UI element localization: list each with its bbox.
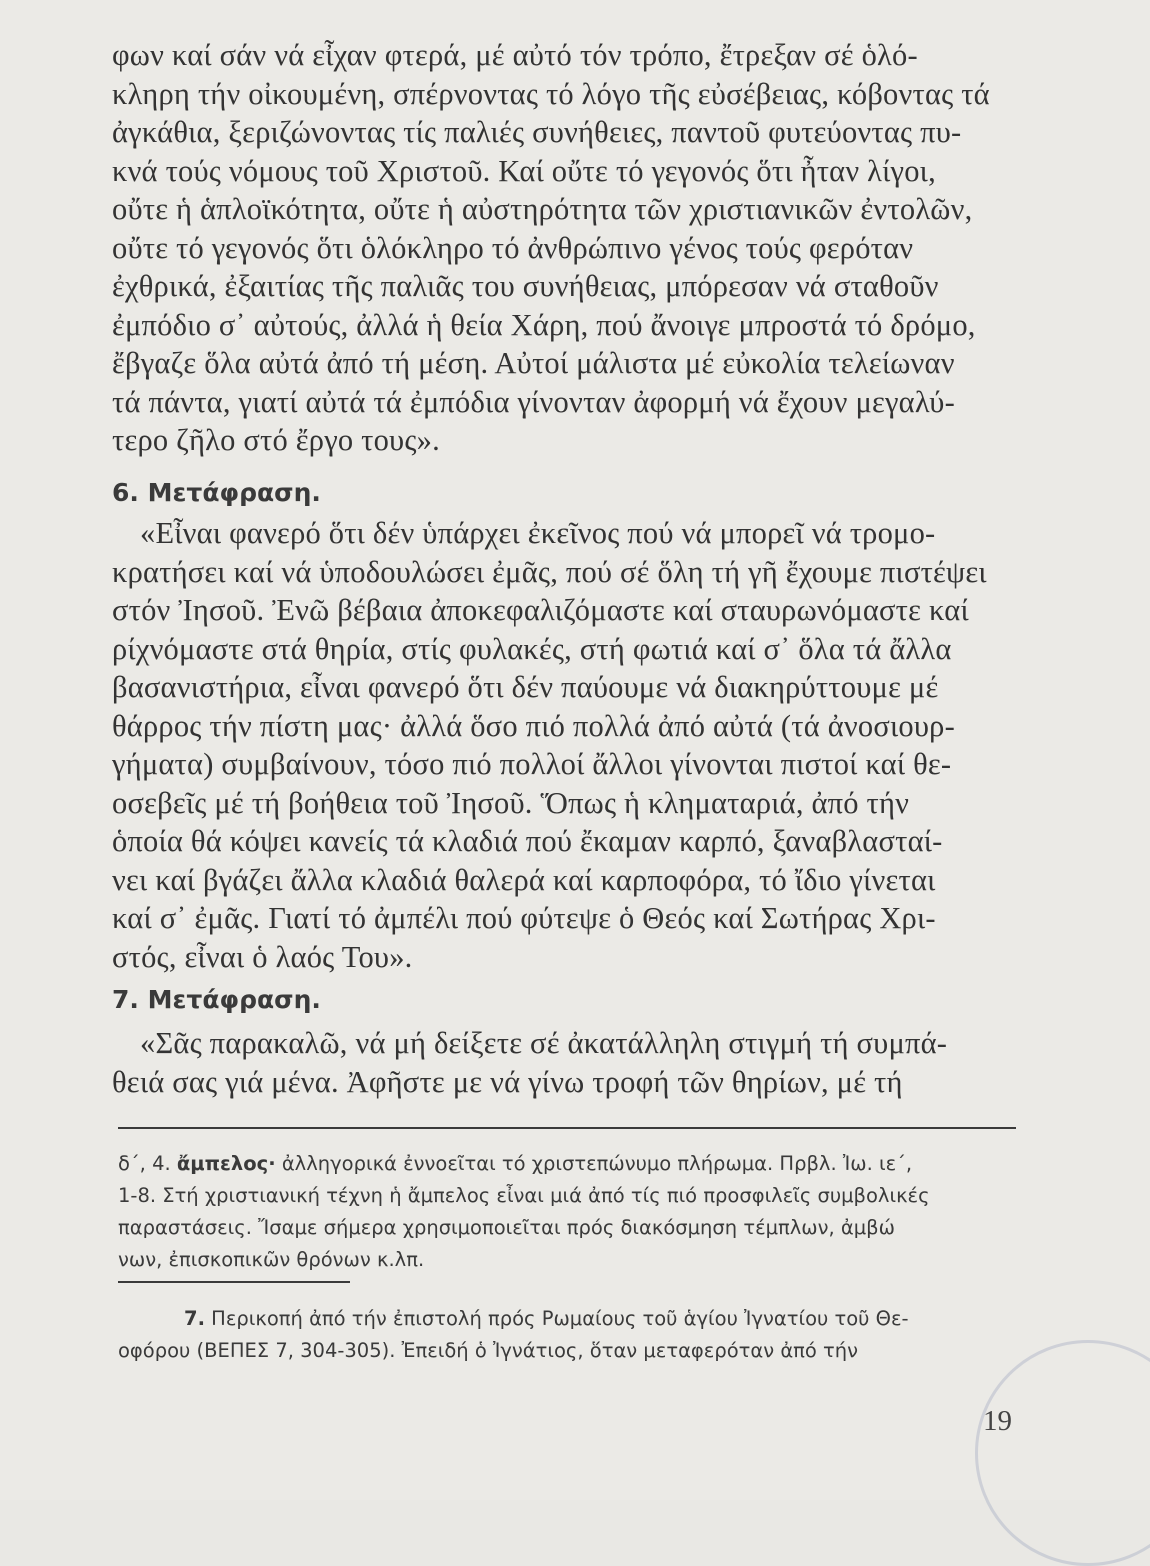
text-line: οσεβεῖς μέ τή βοήθεια τοῦ Ἰησοῦ. Ὅπως ἡ κληματαριά, ἀπό τήν <box>112 785 910 820</box>
footnote-ref: δ΄, 4. <box>118 1152 171 1175</box>
library-stamp <box>975 1340 1150 1566</box>
text-line: γήματα) συμβαίνουν, τόσο πιό πολλοί ἄλλοι γίνονται πιστοί καί θε- <box>112 747 952 781</box>
section-7-text <box>140 1024 1017 1063</box>
footnote-line: οφόρου (ΒΕΠΕΣ 7, 304-305). Ἐπειδή ὁ Ἰγνάτιος, ὅταν μεταφερόταν ἀπό τήν <box>118 1339 859 1362</box>
section-6-heading: 6. Μετάφραση. <box>112 478 321 507</box>
footnote-line: 1-8. Στή χριστιανική τέχνη ἡ ἄμπελος εἶναι μιά ἀπό τίς πιό προσφιλεῖς συμβολικές <box>118 1184 930 1207</box>
page-number: 19 <box>983 1405 1012 1437</box>
section-7-text-cont <box>112 1063 1017 1102</box>
text-line: κληρη τήν οἰκουμένη, σπέρνοντας τό λόγο τῆς εὐσέβειας, κόβοντας τά <box>112 76 990 111</box>
text-line: «Σᾶς παρακαλῶ, νά μή δείξετε σέ ἀκατάλληλη στιγμή τή συμπά- <box>140 1026 948 1060</box>
text-line: στός, εἶναι ὁ λαός Του». <box>112 939 413 974</box>
footnote-text: ἀλληγορικά ἐννοεῖται τό χριστεπώνυμο πλήρωμα. Πρβλ. Ἰω. ιε΄, <box>275 1152 913 1175</box>
text-line: ἐμπόδιο σ᾿ αὐτούς, ἀλλά ἡ θεία Χάρη, πού ἄνοιγε μπροστά τό δρόμο, <box>112 307 976 342</box>
text-line: ὁποία θά κόψει κανείς τά κλαδιά πού ἔκαμαν καρπό, ξαναβλασταί- <box>112 824 943 858</box>
text-line: θειά σας γιά μένα. Ἀφῆστε με νά γίνω τροφή τῶν θηρίων, μέ τή <box>112 1064 903 1099</box>
text-line: ρίχνόμαστε στά θηρία, στίς φυλακές, στή φωτιά καί σ᾿ ὅλα τά ἄλλα <box>112 631 952 666</box>
text-line: κρατήσει καί νά ὑποδουλώσει ἐμᾶς, πού σέ ὅλη τή γῆ ἔχουμε πιστέψει <box>112 554 987 589</box>
text-line: καί σ᾿ ἐμᾶς. Γιατί τό ἀμπέλι πού φύτεψε ὁ Θεός καί Σωτήρας Χρι- <box>112 901 936 935</box>
footnote-line <box>118 1148 1018 1180</box>
text-line: οὔτε τό γεγονός ὅτι ὁλόκληρο τό ἀνθρώπινο γένος τούς φερόταν <box>112 230 914 265</box>
text-line: «Εἶναι φανερό ὅτι δέν ὑπάρχει ἐκεῖνος πού νά μπορεῖ νά τρομο- <box>140 516 936 550</box>
text-line: οὔτε ἡ ἁπλοϊκότητα, οὔτε ἡ αὐστηρότητα τῶν χριστιανικῶν ἐντολῶν, <box>112 192 973 226</box>
text-line: στόν Ἰησοῦ. Ἐνῶ βέβαια ἀποκεφαλιζόμαστε καί σταυρωνόμαστε καί <box>112 593 969 627</box>
text-line: ἐχθρικά, ἐξαιτίας τῆς παλιᾶς του συνήθειας, μπόρεσαν νά σταθοῦν <box>112 269 939 303</box>
footnote-ampelos <box>118 1148 1018 1276</box>
section-7-heading: 7. Μετάφραση. <box>112 985 321 1014</box>
footnote-line: παραστάσεις. Ἴσαμε σήμερα χρησιμοποιεῖται πρός διακόσμηση τέμπλων, ἀμβώ <box>118 1216 895 1239</box>
text-line: νει καί βγάζει ἄλλα κλαδιά θαλερά καί καρποφόρα, τό ἴδιο γίνεται <box>112 862 936 897</box>
text-line: βασανιστήρια, εἶναι φανερό ὅτι δέν παύουμε νά διακηρύττουμε μέ <box>112 670 939 704</box>
text-line: ἀγκάθια, ξεριζώνοντας τίς παλιές συνήθειες, παντοῦ φυτεύοντας πυ- <box>112 115 962 149</box>
footnote-term: ἄμπελος· <box>176 1152 276 1175</box>
footnote-short-separator <box>118 1281 350 1283</box>
text-line: φων καί σάν νά εἶχαν φτερά, μέ αὐτό τόν τρόπο, ἔτρεξαν σέ ὁλό- <box>112 38 918 72</box>
text-line: τερο ζῆλο στό ἔργο τους». <box>112 423 440 457</box>
footnote-line: νων, ἐπισκοπικῶν θρόνων κ.λπ. <box>118 1248 425 1271</box>
text-line: θάρρος τήν πίστη μας· ἀλλά ὅσο πιό πολλά ἀπό αὐτά (τά ἀνοσιουρ- <box>112 708 955 743</box>
footnote-text: Περικοπή ἀπό τήν ἐπιστολή πρός Ρωμαίους τοῦ ἁγίου Ἰγνατίου τοῦ Θε- <box>204 1307 909 1330</box>
footnote-separator <box>118 1127 1016 1129</box>
section-6-text <box>140 514 1017 553</box>
footnote-line <box>118 1303 1018 1335</box>
footnote-7 <box>118 1303 1018 1367</box>
section-5-continuation <box>112 36 1017 460</box>
footnote-number: 7. <box>184 1307 205 1330</box>
text-line: τά πάντα, γιατί αὐτά τά ἐμπόδια γίνονταν ἀφορμή νά ἔχουν μεγαλύ- <box>112 384 955 419</box>
text-line: ἔβγαζε ὅλα αὐτά ἀπό τή μέση. Αὐτοί μάλιστα μέ εὐκολία τελείωναν <box>112 346 955 380</box>
text-line: κνά τούς νόμους τοῦ Χριστοῦ. Καί οὔτε τό γεγονός ὅτι ἦταν λίγοι, <box>112 153 936 188</box>
section-6-text-cont <box>112 553 1017 977</box>
